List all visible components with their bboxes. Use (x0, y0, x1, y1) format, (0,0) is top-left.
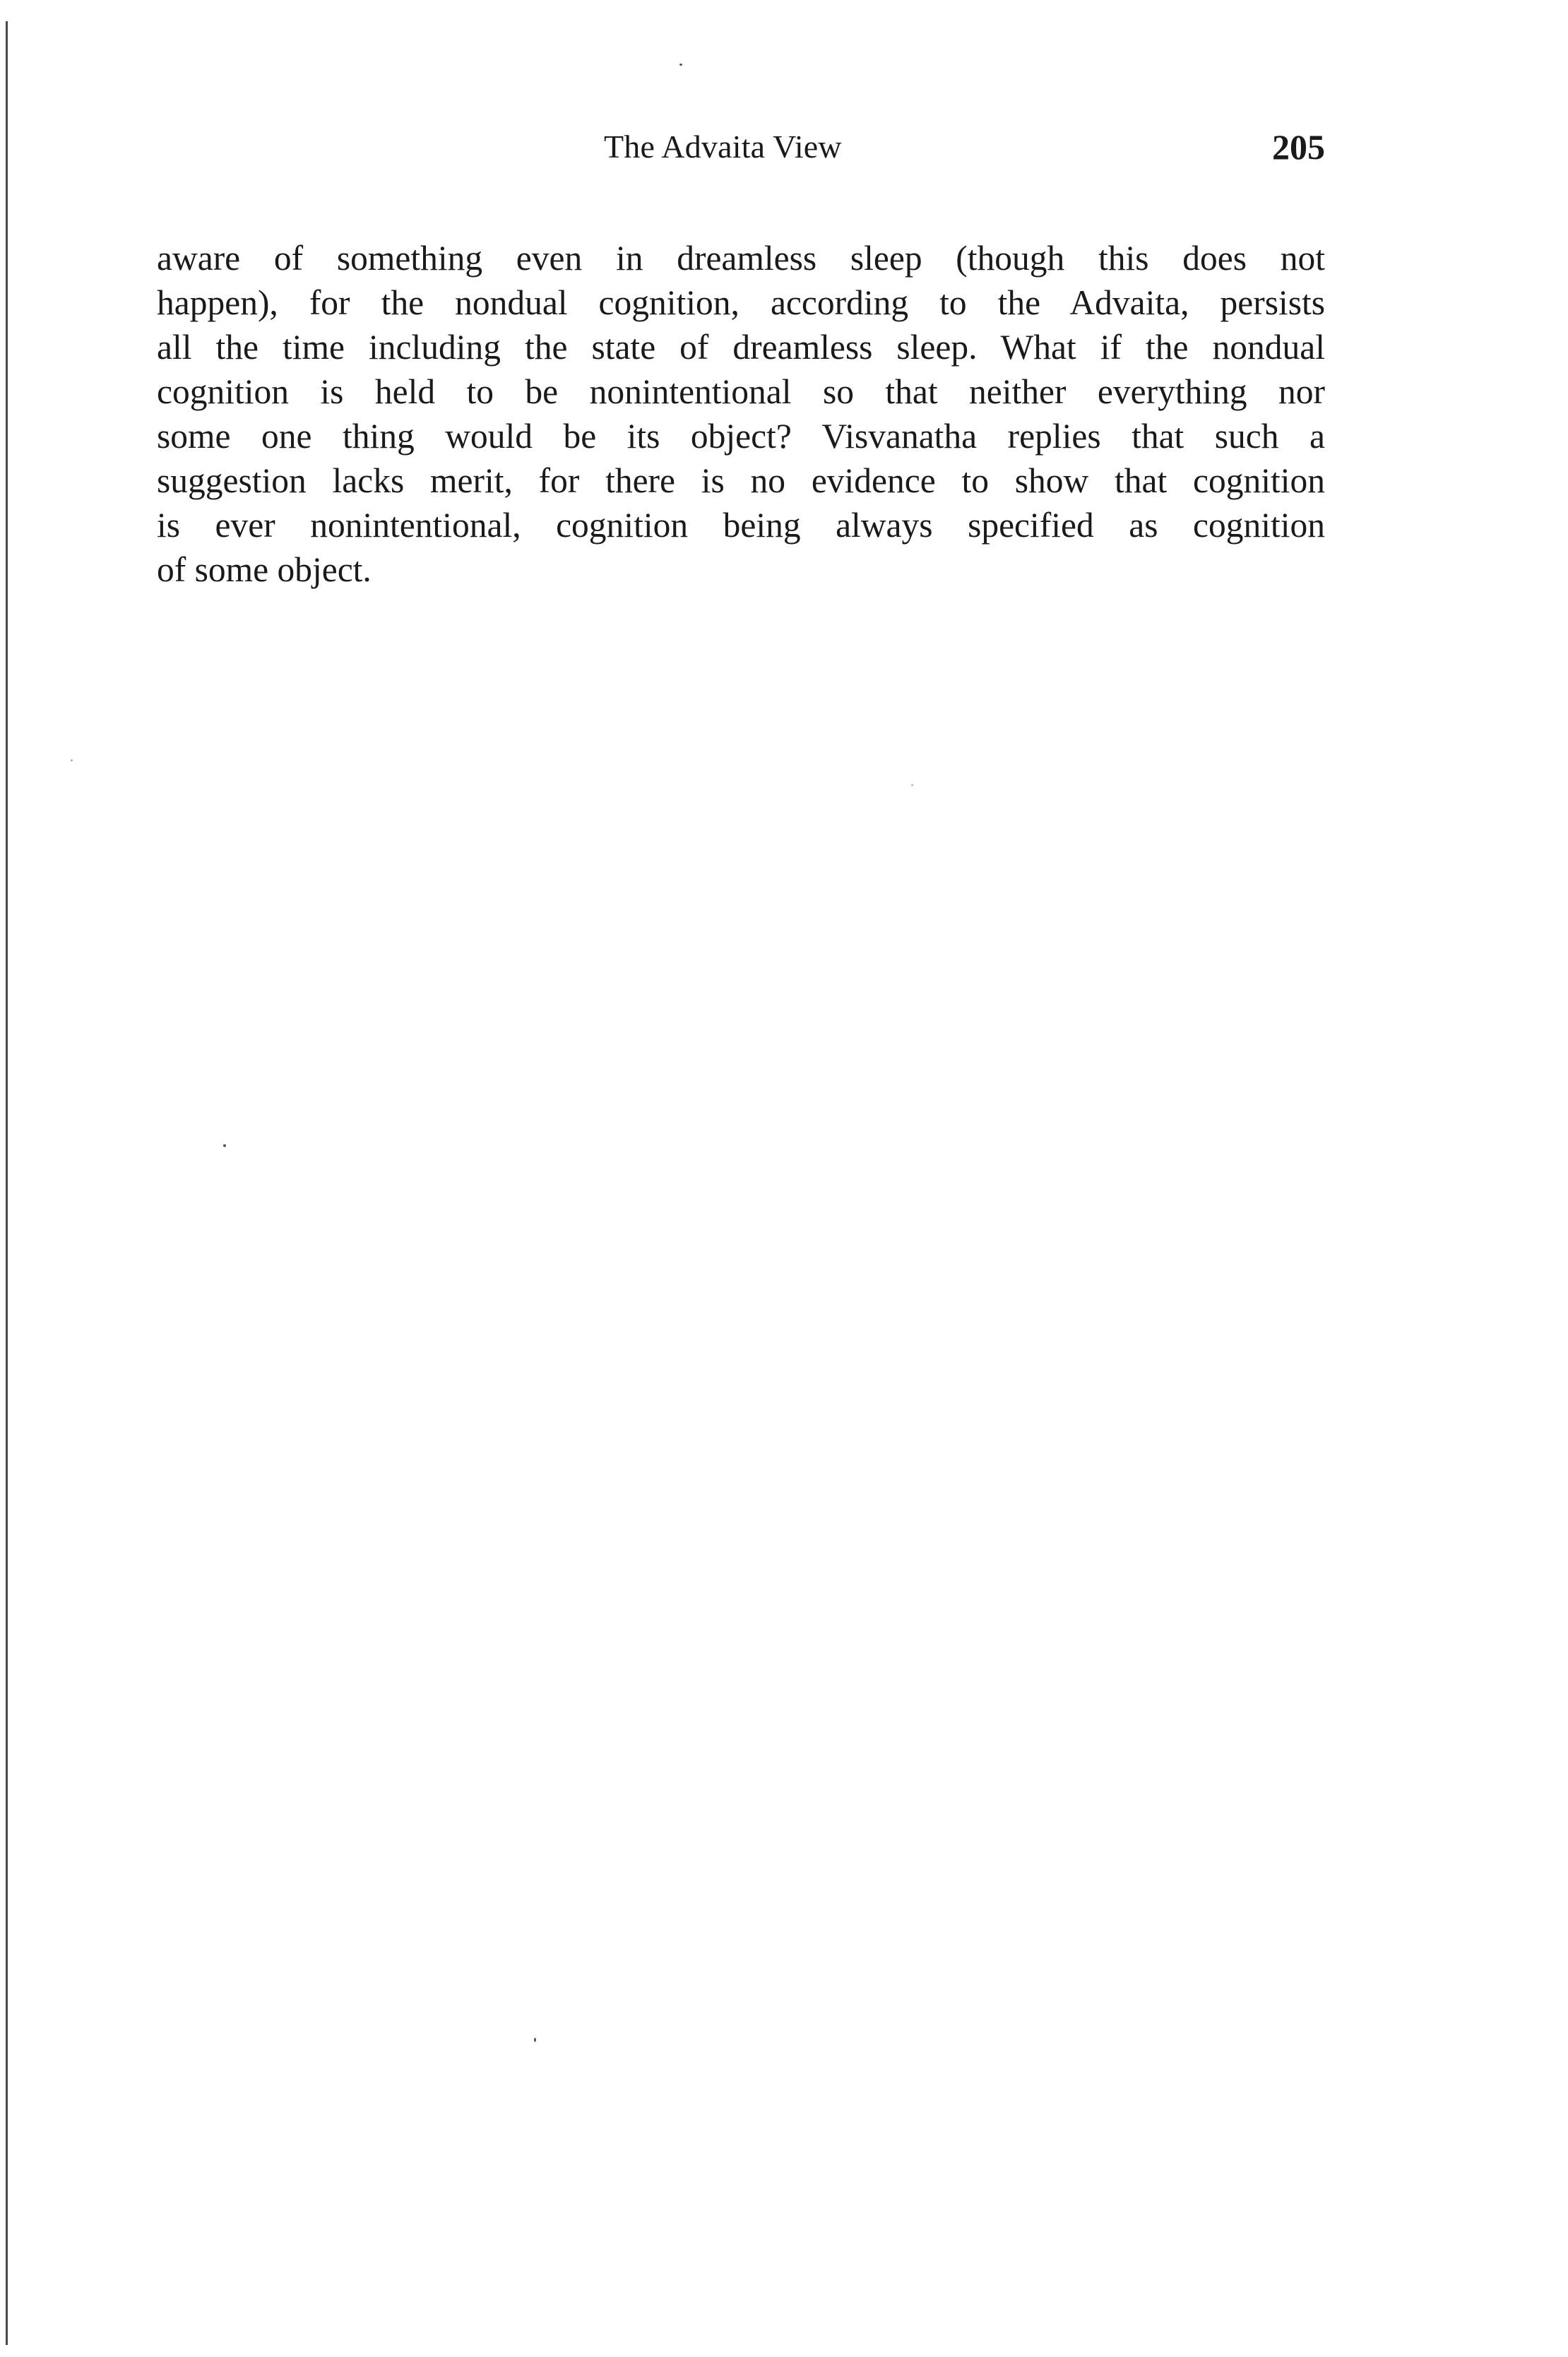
running-header (0, 126, 1568, 168)
text-line: is ever nonintentional, cognition being always specified as cognition (157, 506, 1325, 545)
scan-speck (223, 1144, 226, 1147)
text-line: cognition is held to be nonintentional so that neither everything nor (157, 372, 1325, 411)
running-title: The Advaita View (604, 129, 842, 165)
text-line: aware of something even in dreamless sleep (though this does not (157, 239, 1325, 278)
page-binding-edge (6, 21, 8, 2345)
text-line: of some object. (157, 550, 372, 589)
text-line: some one thing would be its object? Visvanatha replies that such a (157, 417, 1325, 456)
scan-speck (911, 784, 913, 786)
body-paragraph (157, 236, 1325, 592)
text-line: suggestion lacks merit, for there is no evidence to show that cognition (157, 461, 1325, 500)
text-line: all the time including the state of dreamless sleep. What if the nondual (157, 328, 1325, 367)
scan-speck (534, 2038, 536, 2042)
page-number: 205 (1272, 127, 1325, 167)
scan-speck (679, 64, 682, 66)
text-line: happen), for the nondual cognition, according to the Advaita, persists (157, 283, 1325, 322)
scan-speck (71, 759, 73, 761)
